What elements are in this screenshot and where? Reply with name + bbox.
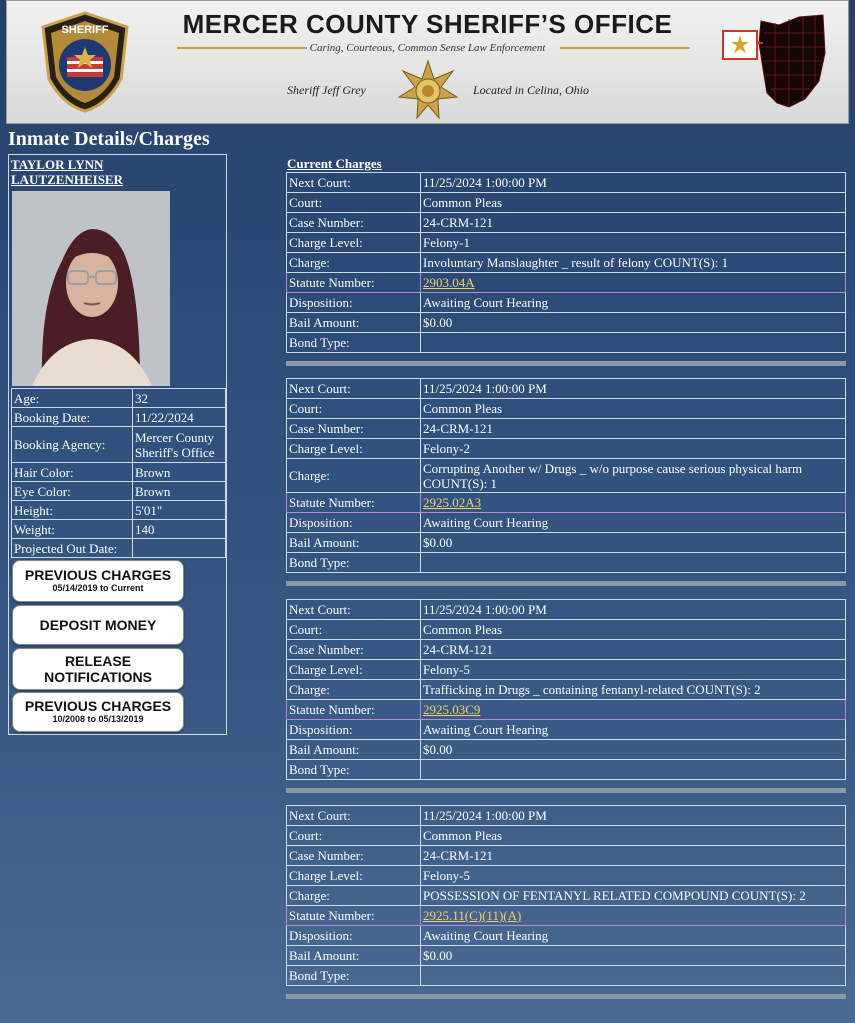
button-label: PREVIOUS CHARGES [24, 698, 172, 714]
charge-disposition: Awaiting Court Hearing [421, 513, 846, 533]
charge-label: Disposition: [287, 926, 421, 946]
charge-bond-type [421, 333, 846, 353]
charge-label: Case Number: [287, 419, 421, 439]
charge-statute-cell [421, 493, 846, 513]
charge-label: Bond Type: [287, 553, 421, 573]
info-label: Weight: [12, 520, 133, 539]
office-tagline: Caring, Courteous, Common Sense Law Enforcement [309, 42, 546, 54]
info-row-hair-color [12, 463, 226, 482]
charge-next-court: 11/25/2024 1:00:00 PM [421, 173, 846, 193]
info-label: Projected Out Date: [12, 539, 133, 558]
charge-label: Bail Amount: [287, 740, 421, 760]
inmate-details-panel [8, 154, 227, 735]
info-label: Hair Color: [12, 463, 133, 482]
charge-statute-cell [421, 906, 846, 926]
charge-label: Court: [287, 193, 421, 213]
charge-label: Disposition: [287, 720, 421, 740]
statute-link[interactable]: 2903.04A [423, 275, 475, 290]
button-label: DEPOSIT MONEY [39, 617, 157, 633]
charge-label: Disposition: [287, 293, 421, 313]
statute-link[interactable]: 2925.11(C)(11)(A) [423, 908, 522, 923]
charge-level: Felony-2 [421, 439, 846, 459]
charge-level: Felony-5 [421, 660, 846, 680]
info-row-eye-color [12, 482, 226, 501]
inmate-name: TAYLOR LYNN LAUTZENHEISER [11, 157, 123, 187]
info-row-booking-agency [12, 427, 226, 463]
release-notifications-button[interactable] [12, 648, 184, 690]
charge-table [286, 599, 846, 780]
charge-label: Statute Number: [287, 700, 421, 720]
charge-description: Trafficking in Drugs _ containing fentanyl-related COUNT(S): 2 [421, 680, 846, 700]
charge-label: Charge Level: [287, 660, 421, 680]
charge-label: Bail Amount: [287, 533, 421, 553]
charge-label: Charge: [287, 680, 421, 700]
charge-label: Case Number: [287, 846, 421, 866]
charge-label: Next Court: [287, 173, 421, 193]
charge-table [286, 172, 846, 353]
charge-bail-amount: $0.00 [421, 533, 846, 553]
page-title: Inmate Details/Charges [8, 128, 210, 150]
info-value: Mercer County Sheriff's Office [133, 427, 226, 463]
button-sublabel: 10/2008 to 05/13/2019 [52, 714, 144, 724]
info-row-booking-date [12, 408, 226, 427]
charge-label: Next Court: [287, 806, 421, 826]
charge-block [286, 599, 846, 793]
charge-statute-cell [421, 700, 846, 720]
button-label: RELEASE NOTIFICATIONS [44, 653, 152, 685]
charge-label: Bail Amount: [287, 946, 421, 966]
charge-separator [286, 994, 846, 999]
charge-label: Court: [287, 620, 421, 640]
inmate-photo [12, 191, 170, 386]
charge-case-number: 24-CRM-121 [421, 213, 846, 233]
charge-bail-amount: $0.00 [421, 946, 846, 966]
charge-court: Common Pleas [421, 620, 846, 640]
site-header [6, 0, 849, 124]
charge-label: Case Number: [287, 213, 421, 233]
previous-charges-recent-button[interactable] [12, 560, 184, 602]
charge-bail-amount: $0.00 [421, 313, 846, 333]
info-value: Brown [133, 463, 226, 482]
inmate-info-table [11, 388, 226, 558]
charge-disposition: Awaiting Court Hearing [421, 720, 846, 740]
charge-level: Felony-5 [421, 866, 846, 886]
info-value: 140 [133, 520, 226, 539]
sheriff-badge-text: SHERIFF [61, 24, 109, 36]
info-label: Height: [12, 501, 133, 520]
previous-charges-older-button[interactable] [12, 692, 184, 732]
charge-description: Involuntary Manslaughter _ result of felony COUNT(S): 1 [421, 253, 846, 273]
sheriff-name: Sheriff Jeff Grey [287, 83, 366, 97]
charge-block [286, 805, 846, 999]
info-value [133, 539, 226, 558]
office-location: Located in Celina, Ohio [473, 83, 589, 97]
charge-statute-cell [421, 273, 846, 293]
charge-next-court: 11/25/2024 1:00:00 PM [421, 806, 846, 826]
charge-case-number: 24-CRM-121 [421, 419, 846, 439]
charge-label: Charge: [287, 459, 421, 493]
charge-bond-type [421, 553, 846, 573]
info-label: Eye Color: [12, 482, 133, 501]
charge-next-court: 11/25/2024 1:00:00 PM [421, 600, 846, 620]
charge-label: Next Court: [287, 379, 421, 399]
charge-label: Statute Number: [287, 273, 421, 293]
info-row-height [12, 501, 226, 520]
charge-description: Corrupting Another w/ Drugs _ w/o purpose cause serious physical harm COUNT(S): 1 [421, 459, 846, 493]
charge-label: Statute Number: [287, 493, 421, 513]
info-label: Age: [12, 389, 133, 408]
charge-table [286, 805, 846, 986]
charge-label: Bail Amount: [287, 313, 421, 333]
info-value: Brown [133, 482, 226, 501]
charge-label: Charge Level: [287, 866, 421, 886]
charge-court: Common Pleas [421, 826, 846, 846]
button-sublabel: 05/14/2019 to Current [52, 583, 144, 593]
charge-bond-type [421, 760, 846, 780]
charge-court: Common Pleas [421, 193, 846, 213]
charge-label: Bond Type: [287, 760, 421, 780]
charge-label: Court: [287, 399, 421, 419]
current-charges-heading: Current Charges [287, 156, 382, 171]
charge-label: Bond Type: [287, 966, 421, 986]
ohio-map-icon [719, 13, 839, 113]
inmate-photo-image [12, 191, 170, 386]
charge-bail-amount: $0.00 [421, 740, 846, 760]
charge-court: Common Pleas [421, 399, 846, 419]
button-label: PREVIOUS CHARGES [24, 567, 172, 583]
charge-next-court: 11/25/2024 1:00:00 PM [421, 379, 846, 399]
charge-label: Charge Level: [287, 233, 421, 253]
statute-link[interactable]: 2925.03C9 [423, 702, 481, 717]
charge-case-number: 24-CRM-121 [421, 640, 846, 660]
statute-link[interactable]: 2925.02A3 [423, 495, 482, 510]
info-row-projected-out-date [12, 539, 226, 558]
charge-separator [286, 788, 846, 793]
charge-label: Bond Type: [287, 333, 421, 353]
charge-label: Charge Level: [287, 439, 421, 459]
charge-description: POSSESSION OF FENTANYL RELATED COMPOUND COUNT(S): 2 [421, 886, 846, 906]
charge-separator [286, 581, 846, 586]
charge-block [286, 172, 846, 366]
charge-label: Next Court: [287, 600, 421, 620]
charge-case-number: 24-CRM-121 [421, 846, 846, 866]
charge-disposition: Awaiting Court Hearing [421, 293, 846, 313]
charge-label: Case Number: [287, 640, 421, 660]
star-badge-icon [397, 59, 459, 121]
info-row-weight [12, 520, 226, 539]
info-label: Booking Agency: [12, 427, 133, 463]
info-label: Booking Date: [12, 408, 133, 427]
charge-block [286, 378, 846, 586]
charge-table [286, 378, 846, 573]
charge-level: Felony-1 [421, 233, 846, 253]
charge-bond-type [421, 966, 846, 986]
charge-separator [286, 361, 846, 366]
charge-label: Charge: [287, 253, 421, 273]
deposit-money-button[interactable] [12, 605, 184, 645]
info-value: 32 [133, 389, 226, 408]
charge-disposition: Awaiting Court Hearing [421, 926, 846, 946]
info-row-age [12, 389, 226, 408]
info-value: 11/22/2024 [133, 408, 226, 427]
info-value: 5'01" [133, 501, 226, 520]
charge-label: Court: [287, 826, 421, 846]
charge-label: Disposition: [287, 513, 421, 533]
office-title: MERCER COUNTY SHERIFF’S OFFICE [182, 9, 673, 39]
charge-label: Statute Number: [287, 906, 421, 926]
charge-label: Charge: [287, 886, 421, 906]
